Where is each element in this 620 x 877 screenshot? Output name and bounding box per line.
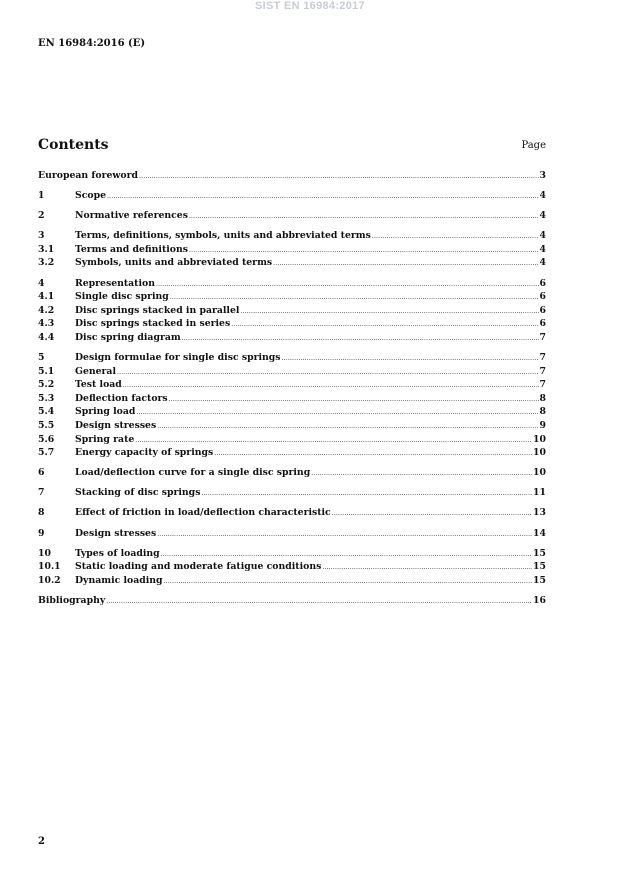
- toc-entry[interactable]: [38, 190, 546, 204]
- toc-entry[interactable]: [38, 366, 546, 380]
- toc-entry-title: Stacking of disc springs: [75, 487, 201, 499]
- toc-leader-dots: [139, 173, 539, 180]
- toc-leader-dots: [189, 247, 539, 254]
- toc-leader-dots: [106, 598, 532, 605]
- toc-entry-number: 5.3: [38, 392, 55, 404]
- toc-entry-page: 15: [533, 561, 546, 573]
- toc-entry-number: 9: [38, 527, 45, 539]
- toc-leader-dots: [372, 233, 539, 240]
- toc-entry-number: 3.1: [38, 243, 55, 255]
- toc-leader-dots: [123, 382, 539, 389]
- toc-entry[interactable]: [38, 170, 546, 184]
- toc-leader-dots: [169, 396, 539, 403]
- toc-entry[interactable]: [38, 507, 546, 521]
- toc-entry-page: 8: [539, 406, 546, 418]
- toc-entry-page: 6: [539, 277, 546, 289]
- toc-entry-number: 4.4: [38, 331, 55, 343]
- toc-entry-number: 7: [38, 487, 45, 499]
- contents-title: Contents: [38, 137, 109, 153]
- toc-entry[interactable]: [38, 393, 546, 407]
- toc-entry-title: European foreword: [38, 170, 138, 181]
- table-of-contents: [38, 170, 546, 609]
- toc-entry-number: 4.1: [38, 291, 55, 303]
- toc-leader-dots: [136, 409, 538, 416]
- toc-leader-dots: [201, 490, 532, 497]
- toc-entry-page: 10: [533, 447, 546, 459]
- toc-leader-dots: [156, 281, 539, 288]
- toc-entry[interactable]: [38, 379, 546, 393]
- toc-entry-page: 6: [539, 291, 546, 303]
- toc-entry-title: Scope: [75, 190, 106, 202]
- toc-leader-dots: [182, 335, 539, 342]
- toc-entry[interactable]: [38, 406, 546, 420]
- toc-entry-title: Bibliography: [38, 594, 106, 606]
- toc-entry[interactable]: [38, 210, 546, 224]
- toc-entry-page: 4: [539, 257, 546, 269]
- page-column-label: Page: [521, 140, 546, 151]
- toc-entry-number: 5: [38, 352, 45, 364]
- toc-entry[interactable]: [38, 332, 546, 346]
- toc-entry-number: 5.5: [38, 420, 55, 431]
- toc-entry-page: 3: [539, 170, 546, 181]
- toc-entry-title: General: [75, 365, 116, 377]
- toc-leader-dots: [157, 423, 538, 430]
- toc-entry-page: 6: [539, 318, 546, 330]
- toc-leader-dots: [231, 321, 538, 328]
- toc-entry-page: 9: [539, 420, 546, 431]
- toc-entry[interactable]: [38, 487, 546, 501]
- toc-entry[interactable]: [38, 420, 546, 434]
- toc-entry-number: 5.1: [38, 365, 55, 377]
- toc-entry-title: Design stresses: [75, 527, 157, 539]
- toc-entry[interactable]: [38, 447, 546, 461]
- toc-entry-number: 5.2: [38, 379, 55, 391]
- toc-entry-title: Representation: [75, 277, 155, 289]
- toc-leader-dots: [332, 510, 532, 517]
- toc-leader-dots: [161, 551, 532, 558]
- toc-entry-number: 5.4: [38, 406, 55, 418]
- toc-entry-title: Types of loading: [75, 547, 160, 559]
- toc-entry[interactable]: [38, 257, 546, 271]
- toc-entry[interactable]: [38, 230, 546, 244]
- toc-entry[interactable]: [38, 595, 546, 609]
- toc-entry-page: 11: [533, 487, 546, 499]
- toc-entry-number: 5.7: [38, 447, 55, 459]
- toc-leader-dots: [322, 564, 532, 571]
- toc-entry-page: 4: [539, 190, 546, 202]
- toc-entry-title: Dynamic loading: [75, 574, 163, 586]
- toc-leader-dots: [164, 578, 532, 585]
- toc-entry-title: Static loading and moderate fatigue conditions: [75, 561, 322, 573]
- toc-entry-title: Spring rate: [75, 433, 135, 445]
- toc-entry-page: 13: [533, 507, 546, 519]
- toc-leader-dots: [282, 355, 539, 362]
- page-number: 2: [38, 836, 45, 847]
- toc-entry-number: 4.3: [38, 318, 55, 330]
- toc-entry-page: 4: [539, 243, 546, 255]
- toc-entry[interactable]: [38, 278, 546, 292]
- toc-entry-number: 8: [38, 507, 45, 519]
- toc-entry[interactable]: [38, 352, 546, 366]
- watermark: SIST EN 16984:2017: [255, 0, 365, 12]
- toc-entry-page: 4: [539, 230, 546, 242]
- toc-leader-dots: [189, 213, 539, 220]
- toc-entry[interactable]: [38, 244, 546, 258]
- toc-leader-dots: [240, 308, 538, 315]
- toc-entry-page: 16: [533, 594, 546, 606]
- toc-entry[interactable]: [38, 575, 546, 589]
- toc-entry[interactable]: [38, 434, 546, 448]
- toc-entry-title: Disc springs stacked in series: [75, 318, 231, 330]
- toc-entry-title: Terms, definitions, symbols, units and abbreviated terms: [75, 230, 371, 242]
- toc-leader-dots: [107, 193, 539, 200]
- toc-entry-title: Single disc spring: [75, 291, 169, 303]
- toc-entry[interactable]: [38, 561, 546, 575]
- toc-entry[interactable]: [38, 467, 546, 481]
- toc-leader-dots: [117, 369, 539, 376]
- toc-leader-dots: [273, 260, 538, 267]
- toc-entry-page: 8: [539, 392, 546, 404]
- toc-entry-page: 6: [539, 304, 546, 316]
- toc-entry-title: Design stresses: [75, 420, 157, 431]
- toc-leader-dots: [170, 294, 539, 301]
- toc-entry-number: 10.2: [38, 574, 61, 586]
- toc-entry-title: Design formulae for single disc springs: [75, 352, 281, 364]
- toc-entry-page: 10: [533, 433, 546, 445]
- toc-entry-page: 15: [533, 547, 546, 559]
- toc-leader-dots: [157, 531, 532, 538]
- toc-entry[interactable]: [38, 305, 546, 319]
- toc-entry-title: Symbols, units and abbreviated terms: [75, 257, 273, 269]
- toc-entry-title: Effect of friction in load/deflection characteristic: [75, 507, 331, 519]
- toc-entry-title: Normative references: [75, 210, 188, 222]
- toc-entry-page: 4: [539, 210, 546, 222]
- toc-entry-page: 7: [539, 365, 546, 377]
- toc-entry-number: 2: [38, 210, 45, 222]
- toc-entry-number: 6: [38, 467, 45, 479]
- toc-entry-title: Test load: [75, 379, 122, 391]
- toc-entry-page: 7: [539, 379, 546, 391]
- toc-entry-page: 15: [533, 574, 546, 586]
- toc-leader-dots: [214, 450, 532, 457]
- toc-entry-number: 4.2: [38, 304, 55, 316]
- toc-entry-number: 3.2: [38, 257, 55, 269]
- toc-entry-title: Terms and definitions: [75, 243, 188, 255]
- toc-entry-page: 10: [533, 467, 546, 479]
- toc-leader-dots: [311, 470, 532, 477]
- toc-entry-number: 3: [38, 230, 45, 242]
- toc-entry[interactable]: [38, 291, 546, 305]
- toc-entry-title: Disc spring diagram: [75, 331, 181, 343]
- toc-entry-title: Disc springs stacked in parallel: [75, 304, 240, 316]
- toc-entry-page: 14: [533, 527, 546, 539]
- toc-entry-title: Spring load: [75, 406, 136, 418]
- toc-entry[interactable]: [38, 318, 546, 332]
- toc-entry[interactable]: [38, 548, 546, 562]
- standard-id-header: EN 16984:2016 (E): [38, 38, 146, 49]
- toc-entry-title: Deflection factors: [75, 392, 168, 404]
- toc-entry-number: 10.1: [38, 561, 61, 573]
- toc-entry-title: Load/deflection curve for a single disc spring: [75, 467, 311, 479]
- toc-leader-dots: [135, 437, 532, 444]
- toc-entry-number: 1: [38, 190, 45, 202]
- toc-entry-number: 4: [38, 277, 45, 289]
- toc-entry-page: 7: [539, 331, 546, 343]
- toc-entry-number: 10: [38, 547, 51, 559]
- toc-entry-number: 5.6: [38, 433, 55, 445]
- toc-entry[interactable]: [38, 528, 546, 542]
- toc-entry-title: Energy capacity of springs: [75, 447, 214, 459]
- toc-entry-page: 7: [539, 352, 546, 364]
